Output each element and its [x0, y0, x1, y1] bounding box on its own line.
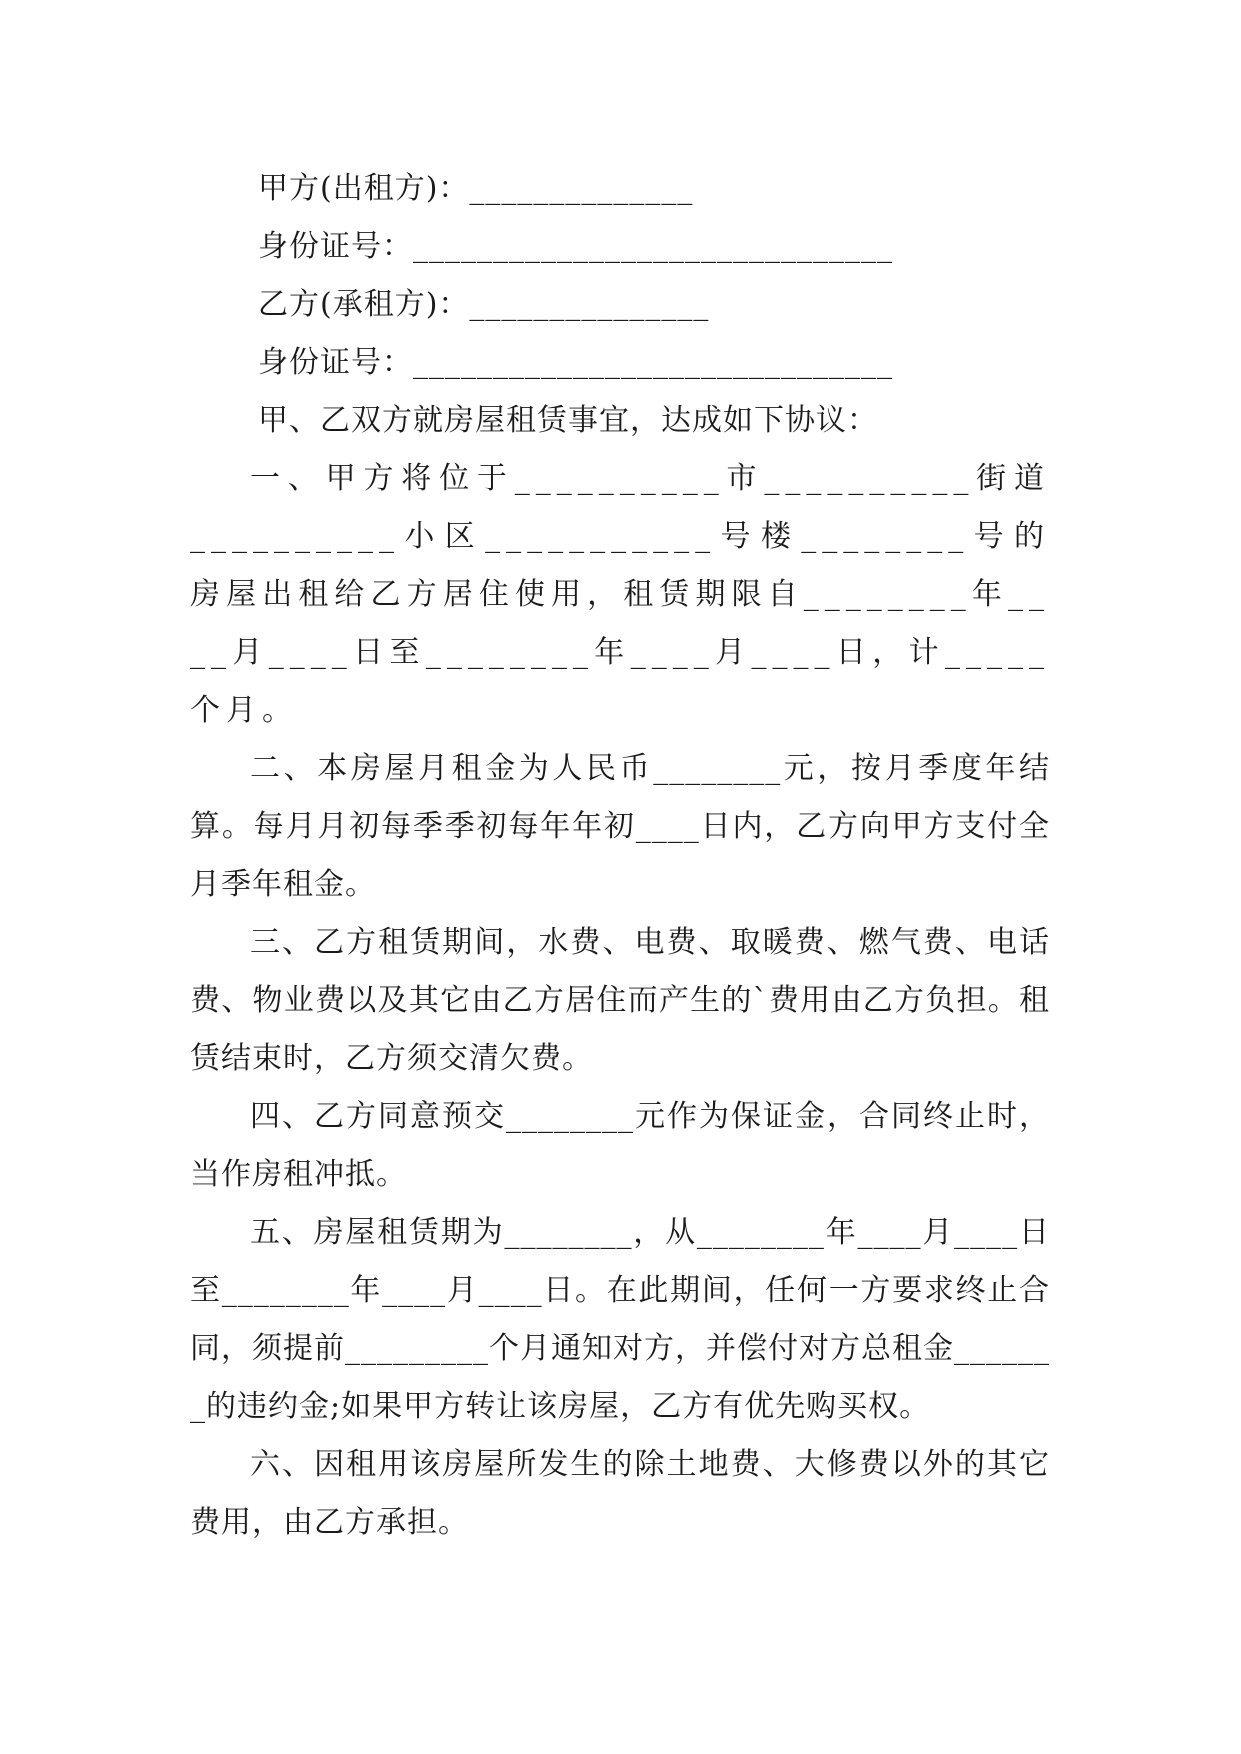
clause-2: 二、本房屋月租金为人民币________元，按月季度年结算。每月月初每季季初每年年初____日内，乙方向甲方支付全月季年租金。 — [190, 751, 1050, 902]
party-a-id-line: 身份证号：______________________________ — [258, 229, 893, 264]
clause-1: 一、甲方将位于__________市__________街道__________小区___________号楼________号的房屋出租给乙方居住使用，租赁期限自________年____月____日至________年____月____日，计_____个月。 — [190, 461, 1050, 728]
clause-6: 六、因租用该房屋所发生的除土地费、大修费以外的其它费用，由乙方承担。 — [190, 1447, 1050, 1540]
clause-5: 五、房屋租赁期为________，从________年____月____日至________年____月____日。在此期间，任何一方要求终止合同，须提前_________个月通知对方，并偿付对方总租金_______的违约金;如果甲方转让该房屋，乙方有优先购买权。 — [190, 1215, 1050, 1424]
clause-4: 四、乙方同意预交________元作为保证金，合同终止时，当作房租冲抵。 — [190, 1099, 1050, 1192]
party-b-id-line: 身份证号：______________________________ — [258, 345, 893, 380]
intro-line: 甲、乙双方就房屋租赁事宜，达成如下协议： — [258, 403, 878, 438]
party-a-line: 甲方(出租方)：______________ — [258, 171, 694, 206]
contract-body — [190, 160, 1050, 1552]
party-b-line: 乙方(承租方)：_______________ — [258, 287, 710, 322]
clause-3: 三、乙方租赁期间，水费、电费、取暖费、燃气费、电话费、物业费以及其它由乙方居住而产生的`费用由乙方负担。租赁结束时，乙方须交清欠费。 — [190, 925, 1050, 1076]
